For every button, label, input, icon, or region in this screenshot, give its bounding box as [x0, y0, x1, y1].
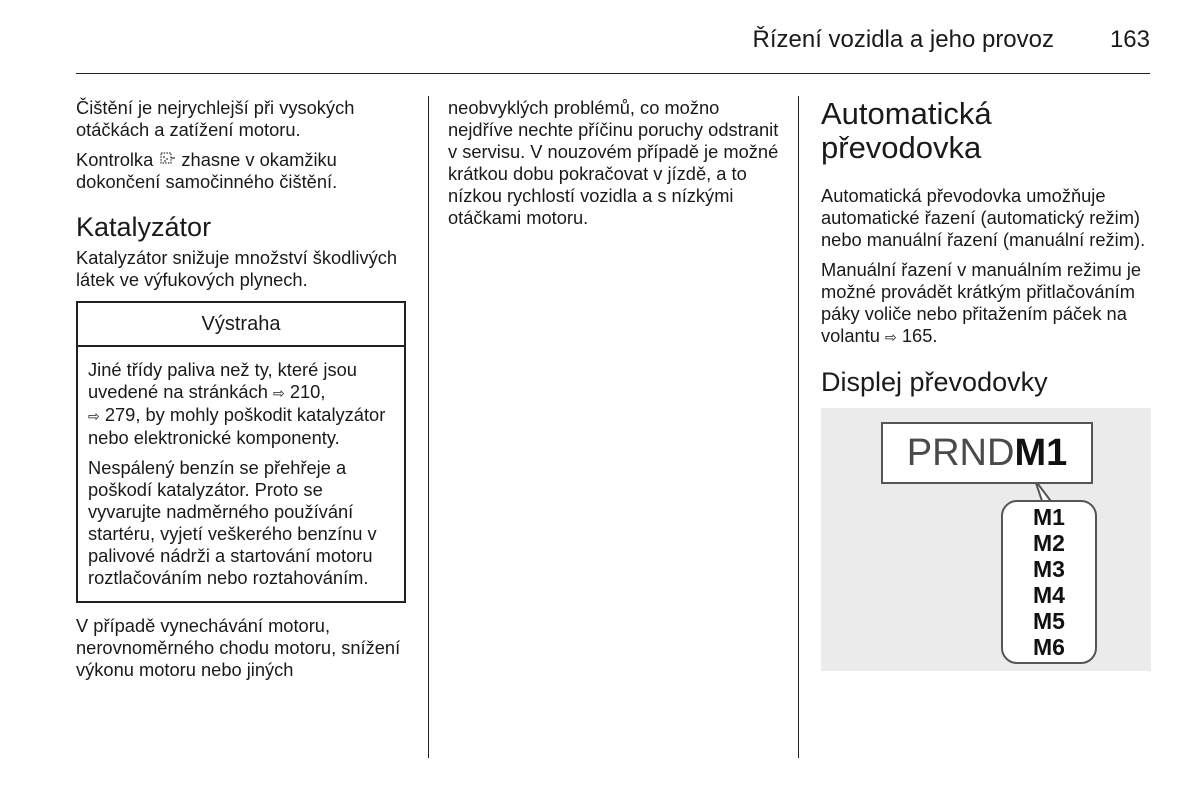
paragraph: Katalyzátor snižuje množství škodlivých látek ve výfukových plynech. — [76, 247, 398, 290]
gear-label: M4 — [1033, 582, 1065, 608]
paragraph: Čištění je nejrychlejší při vysokých otáčkách a zatížení motoru. — [76, 97, 355, 140]
paragraph: neobvyklých problémů, co možno nejdříve nechte příčinu poruchy odstranit v servisu. V nouzovém případě je možné krátkou dobu pokračovat v jízdě, a to nízkou rychlostí vozidla a s nízkými otáčkami motoru. — [448, 97, 779, 228]
paragraph: Automatická převodovka umožňuje automatické řazení (automatický režim) nebo manuální řazení (manuální režim). — [821, 185, 1146, 250]
paragraph: V případě vynechávání motoru, nerovnoměrného chodu motoru, snížení výkonu motoru nebo jiných — [76, 615, 401, 680]
page-reference-icon: ⇨ — [272, 385, 285, 401]
paragraph — [821, 259, 1153, 348]
text: Manuální řazení v manuálním režimu je možné provádět krátkým přitlačováním páky voliče nebo přitažením páček na volantu — [821, 259, 1142, 346]
column-divider — [798, 96, 799, 758]
section-heading: Katalyzátor — [76, 212, 212, 242]
paragraph — [76, 149, 416, 193]
text: zhasne v okamžiku dokončení samočinného čištění. — [76, 149, 338, 192]
page-reference[interactable]: 165. — [901, 325, 938, 346]
page-header — [76, 26, 1150, 56]
gear-list-callout — [1001, 500, 1097, 664]
paragraph — [88, 359, 394, 449]
page-number: 163 — [1109, 26, 1150, 53]
particle-filter-lamp-icon — [158, 149, 176, 170]
transmission-display-figure — [821, 408, 1151, 671]
gear-label: M1 — [1033, 504, 1065, 530]
text: Jiné třídy paliva než ty, které jsou uvedené na stránkách — [88, 359, 357, 402]
gear-indicator-display — [881, 422, 1093, 484]
column-2 — [448, 97, 788, 237]
gear-label: M2 — [1033, 530, 1065, 556]
header-rule — [76, 73, 1150, 74]
page-reference[interactable]: 279 — [104, 404, 136, 425]
gear-label: M6 — [1033, 634, 1065, 660]
column-1 — [76, 97, 416, 689]
paragraph: Nespálený benzín se přehřeje a poškodí katalyzátor. Proto se vyvarujte nadměrného používání startéru, vyjetí veškerého benzínu v palivové nádrži a startování motoru roztlačováním nebo roztahováním. — [88, 457, 377, 588]
gear-label: M3 — [1033, 556, 1065, 582]
gear-label: M5 — [1033, 608, 1065, 634]
page-reference[interactable]: 210, — [289, 381, 326, 402]
subsection-heading: Displej převodovky — [821, 367, 1048, 397]
column-3 — [821, 97, 1153, 671]
header-title: Řízení vozidla a jeho provoz — [752, 26, 1054, 53]
page-reference-icon: ⇨ — [88, 408, 100, 424]
section-heading: Automatická převodovka — [821, 96, 992, 165]
warning-box — [76, 301, 406, 603]
warning-title: Výstraha — [78, 303, 404, 347]
display-text: PRND — [906, 432, 1015, 474]
text: Kontrolka — [76, 149, 159, 170]
display-current-gear: M1 — [1014, 432, 1068, 474]
page-reference-icon: ⇨ — [885, 329, 897, 345]
column-divider — [428, 96, 429, 758]
text: , by mohly poškodit katalyzátor nebo elektronické komponenty. — [88, 404, 386, 448]
warning-body — [78, 347, 404, 601]
